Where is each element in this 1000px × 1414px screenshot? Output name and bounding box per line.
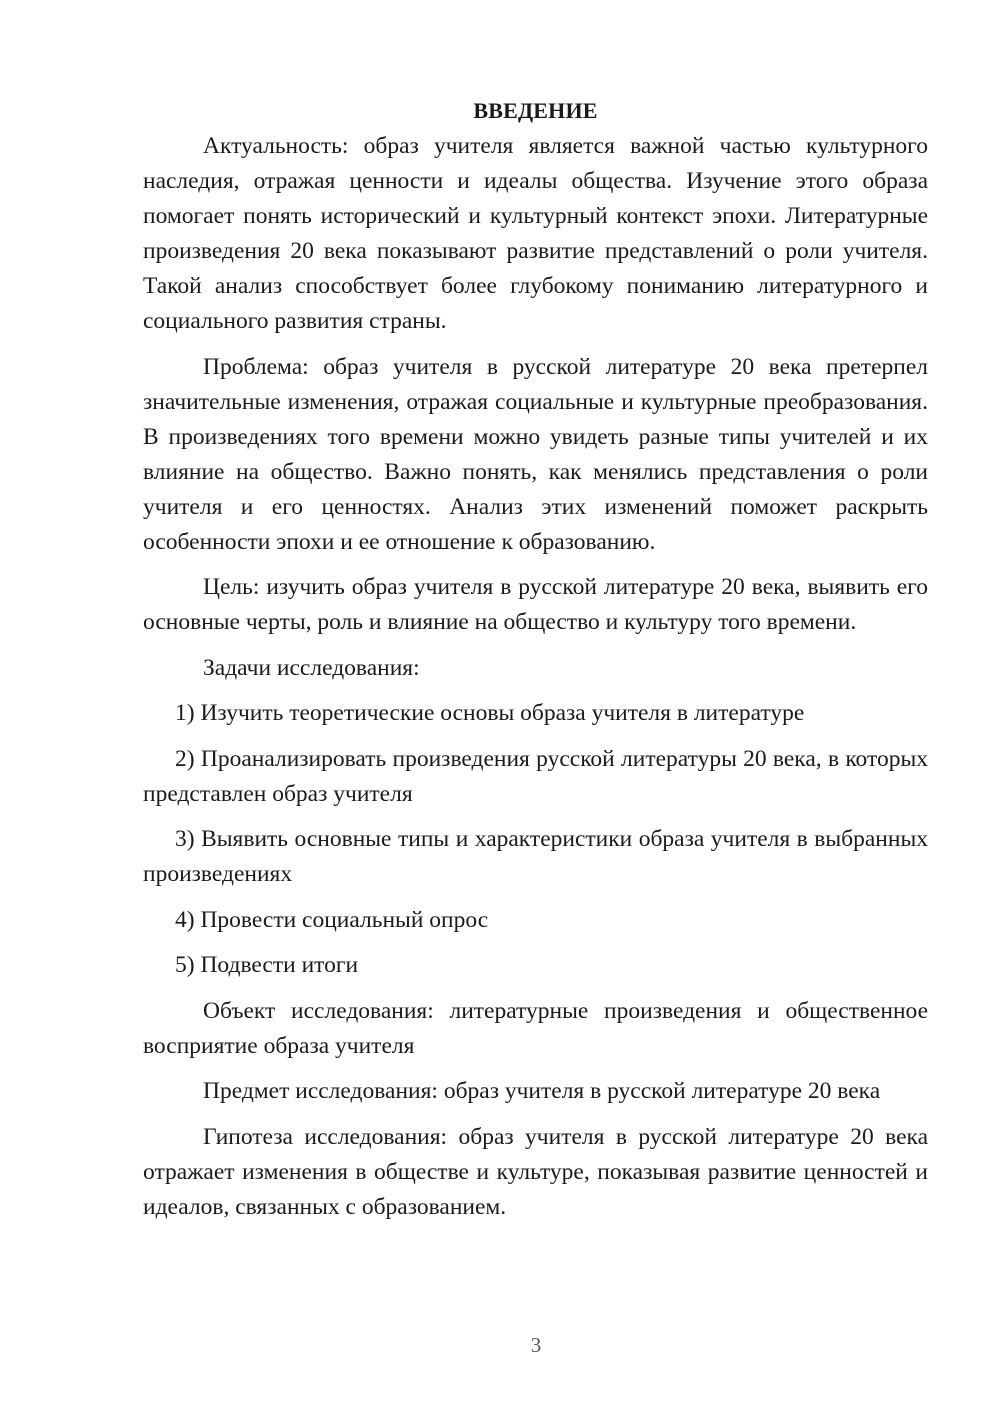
subject-paragraph: Предмет исследования: образ учителя в русской литературе 20 века <box>203 1078 881 1104</box>
problem-paragraph: Проблема: образ учителя в русской литературе 20 века претерпел значительные изменения, отражая социальные и культурные преобразования. В произведениях того времени можно увидеть разные типы учителей и их влияние на общество. Важно понять, как менялись представления о роли учителя и его ценностях. Анализ этих изменений поможет раскрыть особенности эпохи и ее отношение к образованию. <box>143 353 928 555</box>
task-item-2: 2) Проанализировать произведения русской литературы 20 века, в которых представлен образ учителя <box>143 745 928 807</box>
object-paragraph: Объект исследования: литературные произведения и общественное восприятие образа учителя <box>143 997 928 1059</box>
task-item-4: 4) Провести социальный опрос <box>175 906 489 933</box>
relevance-paragraph: Актуальность: образ учителя является важной частью культурного наследия, отражая ценности и идеалы общества. Изучение этого образа помогает понять исторический и культурный контекст эпохи. Литературные произведения 20 века показывают развитие представлений о роли учителя. Такой анализ способствует более глубокому пониманию литературного и социального развития страны. <box>143 133 928 334</box>
task-item-1: 1) Изучить теоретические основы образа учителя в литературе <box>175 700 805 726</box>
document-body <box>143 93 928 1235</box>
page-number: 3 <box>530 1333 542 1357</box>
goal-paragraph: Цель: изучить образ учителя в русской литературе 20 века, выявить его основные черты, роль и влияние на общество и культуру того времени. <box>143 574 928 635</box>
page-title: ВВЕДЕНИЕ <box>473 98 598 123</box>
tasks-heading: Задачи исследования: <box>203 654 420 681</box>
tasks-list <box>143 696 928 983</box>
hypothesis-paragraph: Гипотеза исследования: образ учителя в русской литературе 20 века отражает изменения в обществе и культуре, показывая развитие ценностей и идеалов, связанных с образованием. <box>143 1123 928 1220</box>
task-item-3: 3) Выявить основные типы и характеристики образа учителя в выбранных произведениях <box>143 826 928 887</box>
task-item-5: 5) Подвести итоги <box>175 952 359 978</box>
